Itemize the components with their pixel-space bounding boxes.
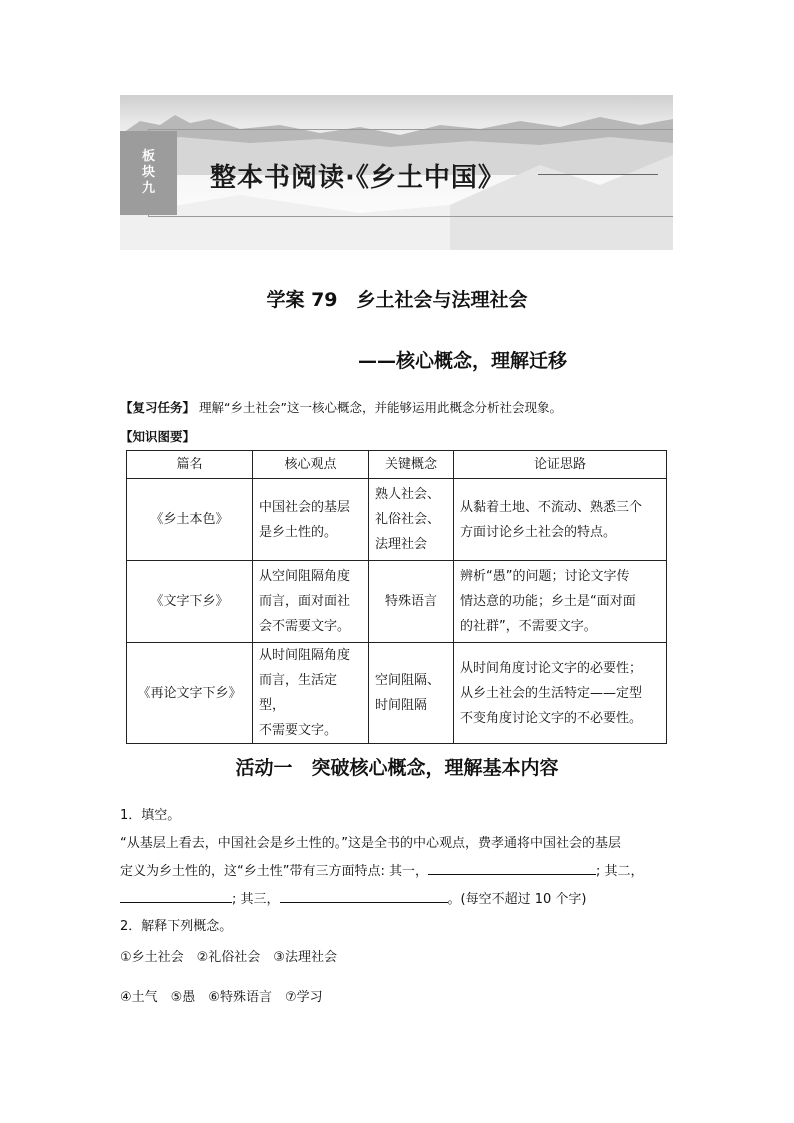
cell-line: 会不需要文字。 — [259, 619, 351, 634]
table-row — [127, 561, 667, 643]
cell-line: 是乡土性的。 — [259, 524, 338, 540]
knowledge-table — [126, 450, 667, 744]
argument-logic — [454, 561, 667, 643]
question-1-label: 1．填空。 — [120, 808, 181, 823]
key-concept — [369, 561, 454, 643]
argument-logic — [454, 479, 667, 561]
chapter-title: 《文字下乡》 — [127, 561, 253, 643]
core-view — [253, 479, 369, 561]
cell-line: 空间阻隔、 — [375, 673, 441, 688]
question-1-text: 。(每空不超过 10 个字) — [447, 892, 587, 907]
cell-line: 从时间阻隔角度 — [259, 648, 351, 663]
key-concept — [369, 643, 454, 744]
question-2-concepts-line-2: ④土气 ⑤愚 ⑥特殊语言 ⑦学习 — [120, 990, 323, 1005]
lesson-title: 学案 79 乡土社会与法理社会 — [266, 289, 528, 311]
section-tag — [120, 131, 177, 215]
question-1-text: 定义为乡土性的，这“乡土性”带有三方面特点: 其一， — [120, 864, 428, 879]
header-banner — [120, 95, 673, 250]
column-header: 关键概念 — [369, 451, 454, 479]
cell-line: 熟人社会、 — [375, 487, 441, 502]
question-1-line-3 — [120, 888, 586, 907]
chapter-title: 《乡土本色》 — [127, 479, 253, 561]
question-1-line-1: “从基层上看去，中国社会是乡土性的。”这是全书的中心观点，费孝通将中国社会的基层 — [120, 836, 621, 851]
answer-blank-1[interactable] — [428, 862, 596, 875]
cell-line: 方面讨论乡土社会的特点。 — [460, 524, 617, 540]
review-task-text: 理解“乡土社会”这一核心概念，并能够运用此概念分析社会现象。 — [199, 400, 562, 415]
cell-line: 辨析“愚”的问题；讨论文字传 — [460, 569, 630, 584]
question-2-label: 2．解释下列概念。 — [120, 919, 233, 934]
review-task-label: 【复习任务】 — [120, 400, 196, 415]
knowledge-map-label: 【知识图要】 — [120, 429, 196, 444]
question-1-line-2 — [120, 860, 644, 879]
cell-line: 而言，面对面社 — [259, 594, 351, 609]
answer-blank-3[interactable] — [280, 890, 448, 903]
lesson-subtitle: ——核心概念，理解迁移 — [358, 350, 568, 372]
cell-line: 法理社会 — [375, 537, 428, 552]
argument-logic — [454, 643, 667, 744]
chapter-title: 《再论文字下乡》 — [127, 643, 253, 744]
column-header: 篇名 — [127, 451, 253, 479]
cell-line: 从乡土社会的生活特定——定型 — [460, 685, 643, 701]
cell-line: 从空间阻隔角度 — [259, 569, 351, 584]
banner-rule — [538, 174, 658, 175]
cell-line: 情达意的功能；乡土是“面对面 — [460, 594, 636, 609]
cell-line: 特殊语言 — [384, 594, 437, 609]
section-tag-label: 板块九 — [141, 149, 155, 196]
cell-line: 不变角度讨论文字的不必要性。 — [460, 710, 643, 726]
cell-line: 而言，生活定型， — [259, 673, 338, 713]
cell-line: 的社群”，不需要文字。 — [460, 619, 597, 634]
cell-line: 不需要文字。 — [259, 723, 338, 738]
question-1-text: ; 其二， — [595, 864, 644, 879]
cell-line: 从时间角度讨论文字的必要性； — [460, 660, 643, 676]
question-1-text: ; 其三， — [232, 892, 280, 907]
table-row — [127, 643, 667, 744]
column-header: 核心观点 — [253, 451, 369, 479]
cell-line: 礼俗社会、 — [375, 512, 441, 527]
cell-line: 从黏着土地、不流动、熟悉三个 — [460, 499, 643, 515]
core-view — [253, 561, 369, 643]
review-task — [120, 398, 562, 416]
banner-title: 整本书阅读·《乡土中国》 — [210, 163, 505, 193]
core-view — [253, 643, 369, 744]
key-concept — [369, 479, 454, 561]
table-header-row — [127, 451, 667, 479]
activity-title: 活动一 突破核心概念，理解基本内容 — [235, 757, 559, 779]
table-row — [127, 479, 667, 561]
cell-line: 时间阻隔 — [375, 698, 428, 713]
question-2-concepts-line-1: ①乡土社会 ②礼俗社会 ③法理社会 — [120, 950, 337, 965]
column-header: 论证思路 — [454, 451, 667, 479]
answer-blank-2[interactable] — [120, 890, 232, 903]
cell-line: 中国社会的基层 — [259, 499, 351, 515]
